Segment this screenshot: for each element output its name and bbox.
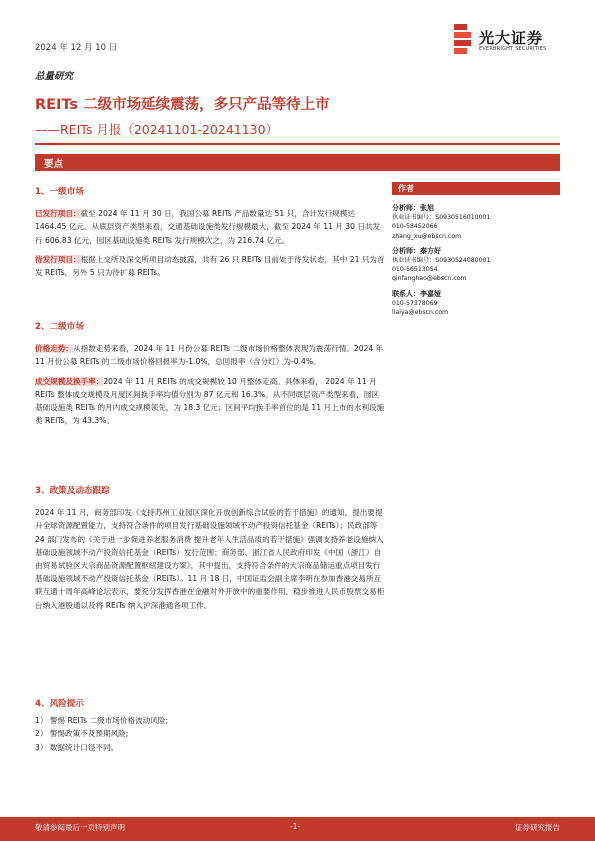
pending-paragraph: [35, 253, 385, 279]
analyst-phone: 010-58452066: [392, 223, 438, 231]
price-paragraph: [35, 342, 385, 368]
sidebar-heading: 作者: [398, 184, 414, 193]
company-logo: [454, 24, 564, 60]
issued-paragraph: [35, 207, 385, 247]
volume-label: 成交规模及换手率：: [35, 376, 104, 386]
pending-label: 待发行项目：: [35, 254, 81, 264]
price-label: 价格走势：: [35, 344, 73, 354]
logo-text-cn: 光大证券: [479, 29, 544, 47]
price-text: 从指数走势来看，2024 年 11 月份公募 REITs 二级市场价格整体表现为震荡行情。2024 年 11 月份公募 REITs 的二级市场价格回报率为-1.0%，总回报率（含分红）为-0.4%。: [35, 344, 384, 367]
section-heading: 4、风险提示: [35, 699, 84, 709]
contact-email[interactable]: liaiya@ebscn.com: [392, 309, 449, 317]
contact-name: 联系人：李嘉娅: [392, 289, 441, 298]
analyst-cert: 执业证书编号：S0930524080001: [392, 257, 491, 265]
volume-paragraph: [35, 375, 385, 428]
section-primary-market: [35, 186, 385, 279]
issued-label: 已发行项目：: [35, 209, 81, 219]
section-risks: [35, 698, 385, 754]
page-number: -1-: [290, 822, 301, 831]
analyst-email[interactable]: zhang_xu@ebscn.com: [392, 232, 462, 240]
analyst-phone: 010-56513054: [392, 266, 438, 274]
analyst-email[interactable]: qinfanghao@ebscn.com: [392, 275, 467, 283]
report-title: REITs 二级市场延续震荡，多只产品等待上市: [35, 97, 330, 113]
section-heading: 2、二级市场: [35, 322, 84, 332]
policy-text: 2024 年 11 月，商务部印发《支持苏州工业园区深化开放创新综合试验的若干措施》的通知，提出要提升全球资源配置能力，支持符合条件的项目发行基础设施领域不动产投资信托基金（REITs）；民政部等 24 部门发布的《关于进一步促进养老服务消费 提升老年人生活品质的若干措施》强调支持养老设施纳入基础设施领域不动产投资信托基金（REITs）发行范围；商务部、浙江省人民政府印发《中国（浙江）自由贸易试验区大宗商品资源配置枢纽建设方案》，其中提出，支持符合条件的大宗商品储运重点项目发行基础设施领域不动产投资信托基金（REITs）。11 月 18 日，中国证监会副主席李明在参加香港交易所互联互通十周年高峰论坛表示，要充分发挥香港在金融对外开放中的重要作用，稳步推进人民币股票交易柜台纳入港股通以及将 REITs 纳入沪深港通各项工作。: [35, 508, 385, 610]
logo-mark-icon: [454, 24, 474, 54]
analyst-card: [392, 290, 560, 318]
issued-text: 截至 2024 年 11 月 30 日，我国公募 REITs 产品数量达 51 只，合计发行规模达 1464.45 亿元。从底层资产类型来看，交通基础设施类发行规模最大，截至 2024 年 11 月 30 日共发行 606.83 亿元，园区基础设施类 REITs 发行规模次之，为 216.74 亿元。: [35, 209, 381, 245]
footer-disclaimer-link[interactable]: 敬请参阅最后一页特别声明: [35, 823, 125, 832]
analyst-card: [392, 204, 560, 241]
footer-report-type: 证券研究报告: [515, 823, 560, 832]
sidebar-heading-bar: [392, 182, 560, 195]
analyst-card: [392, 247, 560, 284]
section-secondary-market: [35, 321, 385, 427]
logo-text-en: EVERBRIGHT SECURITIES: [479, 46, 547, 52]
section-heading: 1、一级市场: [35, 187, 84, 197]
analyst-name: 分析师：张旭: [392, 204, 434, 212]
section-policy: [35, 485, 385, 612]
section-heading: 3、政策及动态跟踪: [35, 486, 110, 496]
analyst-name: 分析师：秦方好: [392, 246, 441, 255]
list-item: 1） 警惕 REITs 二级市场价格波动风险;: [35, 716, 168, 726]
risk-list: [35, 714, 385, 754]
key-points-banner: [35, 154, 560, 171]
list-item: 3） 数据统计口径不同。: [35, 742, 119, 752]
contact-phone: 010-57378069: [392, 299, 438, 307]
analyst-cert: 执业证书编号：S0930516010001: [392, 214, 491, 222]
report-date: 2024 年 12 月 10 日: [35, 43, 118, 53]
banner-label: 要点: [44, 159, 64, 170]
list-item: 2） 警惕政策不及预期风险;: [35, 729, 129, 739]
report-category: 总量研究: [35, 71, 74, 82]
footer-bar: [0, 817, 595, 841]
pending-text: 根据上交所及深交所项目动态披露，共有 26 只 REITs 目前处于待发状态，其中 21 只为首发 REITs，另外 5 只为待扩募 REITs。: [35, 254, 385, 278]
volume-text: 2024 年 11 月 REITs 的成交规模较 10 月整体走高。具体来看， 2024 年 11 月 REITs 整体成交规模及月度区间换手率均值分别为 87 亿元和 16.3%。从不同底层资产类型来看，园区基础设施类 REITs 的月内成交规模领先，为 18.3 亿元；区间平均换手率首位的是 11 月上市的水利设施类 REITs，为 43.3%。: [35, 376, 385, 426]
author-sidebar: [392, 182, 560, 317]
title-rule: [35, 143, 560, 145]
report-subtitle: ——REITs 月报（20241101-20241130）: [35, 122, 279, 137]
